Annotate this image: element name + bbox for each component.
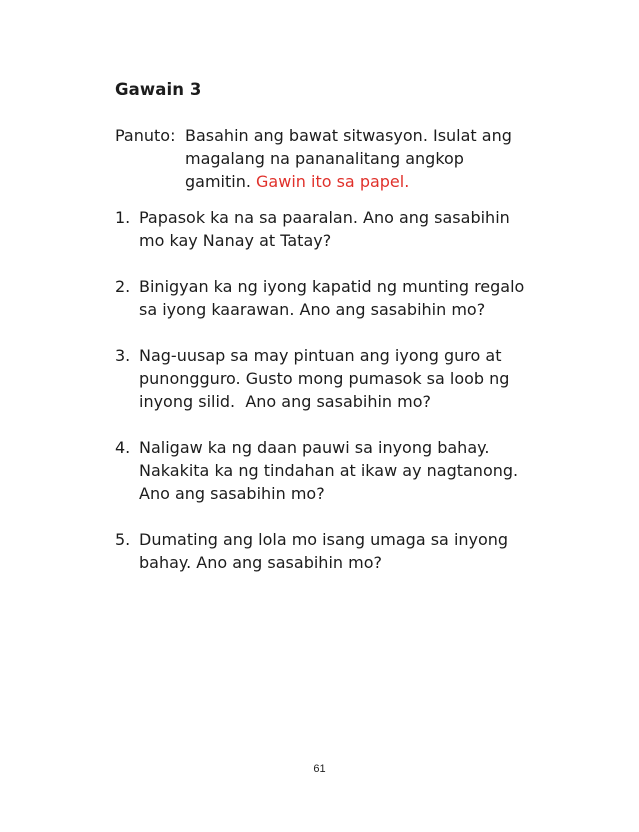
- instructions-label: Panuto:: [115, 126, 176, 145]
- question-number: 1.: [115, 208, 131, 227]
- question-line: Naligaw ka ng daan pauwi sa inyong bahay.: [139, 438, 490, 457]
- instructions-line-3-prefix: gamitin.: [185, 172, 251, 191]
- question-item-5: [115, 528, 565, 574]
- question-line: Nag-uusap sa may pintuan ang iyong guro at: [139, 346, 502, 365]
- question-line: inyong silid. Ano ang sasabihin mo?: [139, 392, 432, 411]
- question-line: Ano ang sasabihin mo?: [139, 484, 325, 503]
- instructions-line-2: magalang na pananalitang angkop: [185, 149, 464, 168]
- question-line: mo kay Nanay at Tatay?: [139, 231, 332, 250]
- question-item-2: [115, 275, 565, 321]
- instructions-line-3: [185, 170, 565, 193]
- question-number: 4.: [115, 438, 131, 457]
- question-line: Papasok ka na sa paaralan. Ano ang sasabihin: [139, 208, 510, 227]
- instructions-highlight: Gawin ito sa papel.: [256, 172, 410, 191]
- question-line: bahay. Ano ang sasabihin mo?: [139, 553, 382, 572]
- question-item-4: [115, 436, 565, 505]
- instructions-line-1: Basahin ang bawat sitwasyon. Isulat ang: [185, 126, 512, 145]
- question-number: 2.: [115, 277, 131, 296]
- question-number: 3.: [115, 346, 131, 365]
- question-line: sa iyong kaarawan. Ano ang sasabihin mo?: [139, 300, 486, 319]
- question-number: 5.: [115, 530, 131, 549]
- question-line: punongguro. Gusto mong pumasok sa loob ng: [139, 369, 510, 388]
- question-item-1: [115, 206, 565, 252]
- page-number: 61: [313, 763, 326, 775]
- question-line: Dumating ang lola mo isang umaga sa inyong: [139, 530, 509, 549]
- question-item-3: [115, 344, 565, 413]
- page-title: Gawain 3: [115, 80, 202, 99]
- question-line: Nakakita ka ng tindahan at ikaw ay nagtanong.: [139, 461, 519, 480]
- question-line: Binigyan ka ng iyong kapatid ng munting regalo: [139, 277, 525, 296]
- instructions-text: [185, 124, 565, 193]
- question-list: [115, 206, 565, 597]
